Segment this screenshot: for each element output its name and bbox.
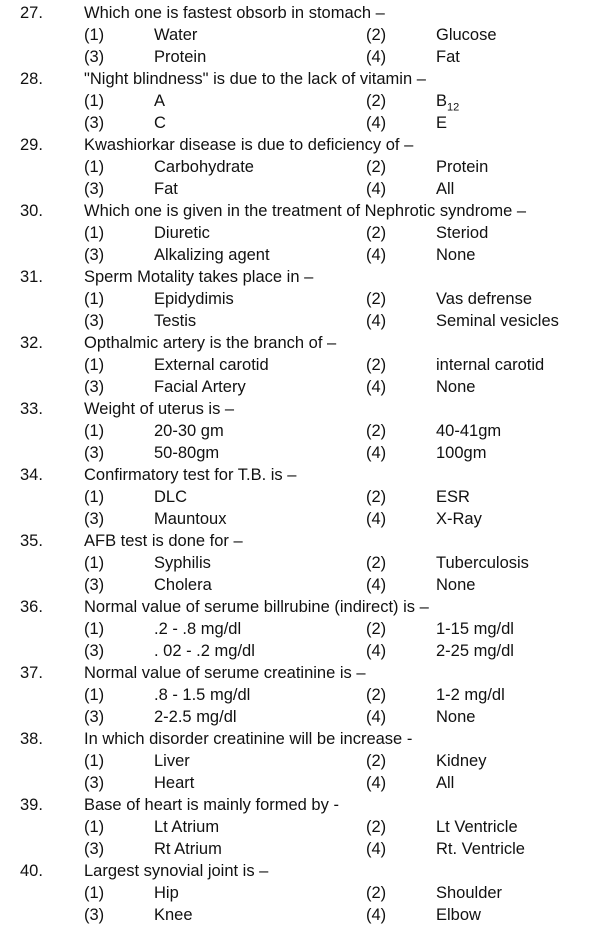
option-number: (4) bbox=[366, 48, 387, 66]
option-text bbox=[436, 574, 475, 596]
option-row bbox=[0, 618, 616, 640]
question-text: AFB test is done for – bbox=[84, 532, 243, 550]
option-label: X-Ray bbox=[436, 510, 482, 528]
question-5 bbox=[0, 332, 616, 398]
option-row bbox=[0, 838, 616, 860]
option-text bbox=[436, 684, 505, 706]
option-label: Heart bbox=[154, 774, 195, 792]
option-label: Protein bbox=[154, 48, 207, 66]
option-number: (2) bbox=[366, 554, 387, 572]
option-text bbox=[154, 838, 222, 860]
option-text bbox=[154, 156, 254, 178]
option-text bbox=[154, 420, 224, 442]
option-row bbox=[0, 904, 616, 926]
option-text bbox=[436, 376, 475, 398]
question-1 bbox=[0, 68, 616, 134]
option-number: (2) bbox=[366, 224, 387, 242]
option-text bbox=[436, 156, 488, 178]
question-number: 39. bbox=[20, 796, 43, 814]
option-text bbox=[436, 640, 514, 662]
option-number: (2) bbox=[366, 356, 387, 374]
question-10 bbox=[0, 662, 616, 728]
option-row bbox=[0, 112, 616, 134]
option-number: (1) bbox=[84, 158, 105, 176]
option-label: . 02 - .2 mg/dl bbox=[154, 642, 255, 660]
question-text: Base of heart is mainly formed by - bbox=[84, 796, 339, 814]
option-row bbox=[0, 574, 616, 596]
question-number: 32. bbox=[20, 334, 43, 352]
option-number: (3) bbox=[84, 708, 105, 726]
option-row bbox=[0, 354, 616, 376]
question-line bbox=[0, 200, 616, 222]
option-row bbox=[0, 178, 616, 200]
option-text bbox=[436, 442, 486, 464]
option-number: (3) bbox=[84, 180, 105, 198]
question-2 bbox=[0, 134, 616, 200]
option-number: (2) bbox=[366, 488, 387, 506]
option-text bbox=[436, 750, 486, 772]
option-number: (3) bbox=[84, 576, 105, 594]
option-label: Steriod bbox=[436, 224, 489, 242]
option-text bbox=[436, 838, 525, 860]
option-text bbox=[436, 618, 514, 640]
option-label: All bbox=[436, 774, 455, 792]
option-number: (2) bbox=[366, 620, 387, 638]
option-label: Hip bbox=[154, 884, 179, 902]
question-line bbox=[0, 530, 616, 552]
option-number: (1) bbox=[84, 422, 105, 440]
option-number: (4) bbox=[366, 708, 387, 726]
question-line bbox=[0, 464, 616, 486]
question-text: In which disorder creatinine will be increase - bbox=[84, 730, 413, 748]
question-4 bbox=[0, 266, 616, 332]
option-label: Rt Atrium bbox=[154, 840, 222, 858]
option-text bbox=[154, 310, 196, 332]
option-text bbox=[436, 288, 532, 310]
question-number: 35. bbox=[20, 532, 43, 550]
question-line bbox=[0, 68, 616, 90]
option-text bbox=[436, 904, 481, 926]
option-number: (1) bbox=[84, 818, 105, 836]
option-row bbox=[0, 24, 616, 46]
option-row bbox=[0, 244, 616, 266]
option-text bbox=[154, 706, 237, 728]
question-line bbox=[0, 2, 616, 24]
option-label: Lt Ventricle bbox=[436, 818, 518, 836]
option-label: Liver bbox=[154, 752, 190, 770]
option-label: internal carotid bbox=[436, 356, 545, 374]
option-number: (1) bbox=[84, 26, 105, 44]
option-number: (2) bbox=[366, 158, 387, 176]
question-list bbox=[0, 2, 616, 926]
option-number: (4) bbox=[366, 642, 387, 660]
option-number: (3) bbox=[84, 840, 105, 858]
option-number: (4) bbox=[366, 246, 387, 264]
option-label: Vas defrense bbox=[436, 290, 533, 308]
option-label: 50-80gm bbox=[154, 444, 220, 462]
option-label: Elbow bbox=[436, 906, 481, 924]
option-number: (1) bbox=[84, 554, 105, 572]
question-text: Sperm Motality takes place in – bbox=[84, 268, 314, 286]
option-text bbox=[154, 772, 194, 794]
option-number: (1) bbox=[84, 620, 105, 638]
question-number: 37. bbox=[20, 664, 43, 682]
option-label: Syphilis bbox=[154, 554, 211, 572]
question-number: 29. bbox=[20, 136, 43, 154]
option-label: Mauntoux bbox=[154, 510, 227, 528]
option-number: (4) bbox=[366, 774, 387, 792]
option-label: All bbox=[436, 180, 455, 198]
option-row bbox=[0, 46, 616, 68]
option-text bbox=[436, 420, 501, 442]
option-text bbox=[436, 46, 460, 68]
option-number: (3) bbox=[84, 510, 105, 528]
option-number: (3) bbox=[84, 312, 105, 330]
option-number: (2) bbox=[366, 92, 387, 110]
option-number: (4) bbox=[366, 444, 387, 462]
option-label: Water bbox=[154, 26, 198, 44]
option-number: (3) bbox=[84, 114, 105, 132]
option-label: Testis bbox=[154, 312, 197, 330]
option-label: B bbox=[436, 92, 448, 110]
option-number: (3) bbox=[84, 378, 105, 396]
option-row bbox=[0, 376, 616, 398]
option-row bbox=[0, 640, 616, 662]
option-subscript: 12 bbox=[447, 101, 460, 114]
question-number: 34. bbox=[20, 466, 43, 484]
option-number: (4) bbox=[366, 312, 387, 330]
question-text: Weight of uterus is – bbox=[84, 400, 235, 418]
question-line bbox=[0, 728, 616, 750]
option-number: (4) bbox=[366, 114, 387, 132]
option-row bbox=[0, 90, 616, 112]
option-number: (1) bbox=[84, 884, 105, 902]
question-number: 31. bbox=[20, 268, 43, 286]
option-text bbox=[436, 772, 454, 794]
option-row bbox=[0, 816, 616, 838]
option-label: Fat bbox=[436, 48, 460, 66]
question-8 bbox=[0, 530, 616, 596]
option-row bbox=[0, 508, 616, 530]
option-number: (1) bbox=[84, 686, 105, 704]
option-text bbox=[436, 816, 518, 838]
option-number: (2) bbox=[366, 686, 387, 704]
option-number: (4) bbox=[366, 840, 387, 858]
question-text: Which one is given in the treatment of Nephrotic syndrome – bbox=[84, 202, 527, 220]
option-text bbox=[154, 618, 241, 640]
question-number: 27. bbox=[20, 4, 43, 22]
option-text bbox=[154, 882, 179, 904]
question-number: 28. bbox=[20, 70, 43, 88]
option-number: (1) bbox=[84, 356, 105, 374]
option-number: (1) bbox=[84, 290, 105, 308]
option-number: (2) bbox=[366, 422, 387, 440]
option-number: (4) bbox=[366, 576, 387, 594]
option-row bbox=[0, 750, 616, 772]
option-text bbox=[436, 178, 454, 200]
question-text: "Night blindness" is due to the lack of vitamin – bbox=[84, 70, 426, 88]
option-row bbox=[0, 486, 616, 508]
option-row bbox=[0, 156, 616, 178]
option-text bbox=[436, 354, 544, 376]
option-text bbox=[436, 486, 470, 508]
option-text bbox=[154, 24, 197, 46]
option-number: (4) bbox=[366, 378, 387, 396]
option-row bbox=[0, 552, 616, 574]
option-label: 20-30 gm bbox=[154, 422, 224, 440]
option-label: E bbox=[436, 114, 448, 132]
option-text bbox=[154, 90, 165, 112]
option-label: Facial Artery bbox=[154, 378, 246, 396]
option-number: (2) bbox=[366, 818, 387, 836]
option-label: None bbox=[436, 246, 476, 264]
option-text bbox=[154, 486, 187, 508]
option-text bbox=[436, 508, 482, 530]
option-label: 40-41gm bbox=[436, 422, 502, 440]
option-text bbox=[154, 904, 193, 926]
question-number: 33. bbox=[20, 400, 43, 418]
option-label: 1-15 mg/dl bbox=[436, 620, 514, 638]
option-label: None bbox=[436, 576, 476, 594]
question-line bbox=[0, 134, 616, 156]
question-text: Kwashiorkar disease is due to deficiency of – bbox=[84, 136, 414, 154]
option-label: 2-2.5 mg/dl bbox=[154, 708, 237, 726]
option-text bbox=[154, 376, 246, 398]
option-number: (3) bbox=[84, 246, 105, 264]
question-line bbox=[0, 596, 616, 618]
option-text bbox=[154, 750, 190, 772]
option-label: Seminal vesicles bbox=[436, 312, 559, 330]
option-number: (3) bbox=[84, 48, 105, 66]
option-text bbox=[436, 244, 475, 266]
option-row bbox=[0, 420, 616, 442]
option-label: Rt. Ventricle bbox=[436, 840, 525, 858]
question-6 bbox=[0, 398, 616, 464]
option-label: None bbox=[436, 378, 476, 396]
option-text bbox=[154, 640, 255, 662]
option-number: (4) bbox=[366, 906, 387, 924]
option-text bbox=[154, 288, 234, 310]
option-text bbox=[154, 244, 270, 266]
question-number: 30. bbox=[20, 202, 43, 220]
option-text bbox=[154, 816, 219, 838]
option-row bbox=[0, 706, 616, 728]
question-text: Opthalmic artery is the branch of – bbox=[84, 334, 337, 352]
option-text bbox=[436, 112, 447, 134]
question-number: 38. bbox=[20, 730, 43, 748]
option-text bbox=[436, 552, 529, 574]
option-number: (3) bbox=[84, 906, 105, 924]
option-text bbox=[154, 354, 269, 376]
question-line bbox=[0, 332, 616, 354]
question-text: Normal value of serume billrubine (indirect) is – bbox=[84, 598, 429, 616]
option-text bbox=[436, 90, 459, 112]
option-number: (4) bbox=[366, 180, 387, 198]
option-label: Glucose bbox=[436, 26, 497, 44]
question-line bbox=[0, 266, 616, 288]
option-text bbox=[436, 222, 488, 244]
question-line bbox=[0, 860, 616, 882]
option-label: ESR bbox=[436, 488, 470, 506]
option-number: (2) bbox=[366, 752, 387, 770]
option-number: (4) bbox=[366, 510, 387, 528]
option-text bbox=[436, 24, 497, 46]
question-9 bbox=[0, 596, 616, 662]
option-row bbox=[0, 772, 616, 794]
option-label: Diuretic bbox=[154, 224, 210, 242]
option-label: Shoulder bbox=[436, 884, 503, 902]
option-text bbox=[154, 112, 166, 134]
question-3 bbox=[0, 200, 616, 266]
option-label: DLC bbox=[154, 488, 188, 506]
option-number: (3) bbox=[84, 774, 105, 792]
option-label: Alkalizing agent bbox=[154, 246, 270, 264]
option-text bbox=[154, 46, 206, 68]
question-13 bbox=[0, 860, 616, 926]
option-text bbox=[436, 310, 559, 332]
option-text bbox=[154, 552, 211, 574]
question-line bbox=[0, 794, 616, 816]
option-number: (1) bbox=[84, 488, 105, 506]
option-row bbox=[0, 684, 616, 706]
question-line bbox=[0, 398, 616, 420]
option-number: (2) bbox=[366, 884, 387, 902]
question-text: Largest synovial joint is – bbox=[84, 862, 269, 880]
option-label: 100gm bbox=[436, 444, 487, 462]
option-text bbox=[154, 178, 178, 200]
question-line bbox=[0, 662, 616, 684]
option-number: (1) bbox=[84, 752, 105, 770]
option-label: .2 - .8 mg/dl bbox=[154, 620, 242, 638]
option-row bbox=[0, 288, 616, 310]
option-number: (2) bbox=[366, 26, 387, 44]
option-row bbox=[0, 442, 616, 464]
option-label: C bbox=[154, 114, 166, 132]
option-label: Tuberculosis bbox=[436, 554, 529, 572]
option-number: (2) bbox=[366, 290, 387, 308]
option-label: Epidydimis bbox=[154, 290, 234, 308]
option-label: Carbohydrate bbox=[154, 158, 254, 176]
option-text bbox=[436, 706, 475, 728]
question-11 bbox=[0, 728, 616, 794]
option-label: External carotid bbox=[154, 356, 269, 374]
option-label: Cholera bbox=[154, 576, 212, 594]
option-number: (3) bbox=[84, 444, 105, 462]
option-label: None bbox=[436, 708, 476, 726]
question-number: 40. bbox=[20, 862, 43, 880]
option-label: Kidney bbox=[436, 752, 487, 770]
option-label: .8 - 1.5 mg/dl bbox=[154, 686, 251, 704]
option-text bbox=[154, 574, 212, 596]
option-label: 1-2 mg/dl bbox=[436, 686, 505, 704]
option-text bbox=[154, 508, 226, 530]
option-row bbox=[0, 310, 616, 332]
option-row bbox=[0, 882, 616, 904]
option-label: Protein bbox=[436, 158, 489, 176]
option-row bbox=[0, 222, 616, 244]
option-number: (3) bbox=[84, 642, 105, 660]
option-label: Fat bbox=[154, 180, 178, 198]
option-text bbox=[154, 442, 219, 464]
question-text: Confirmatory test for T.B. is – bbox=[84, 466, 297, 484]
option-number: (1) bbox=[84, 224, 105, 242]
question-number: 36. bbox=[20, 598, 43, 616]
option-text bbox=[154, 222, 210, 244]
option-label: 2-25 mg/dl bbox=[436, 642, 514, 660]
question-12 bbox=[0, 794, 616, 860]
question-7 bbox=[0, 464, 616, 530]
option-label: Lt Atrium bbox=[154, 818, 220, 836]
option-label: A bbox=[154, 92, 166, 110]
question-text: Normal value of serume creatinine is – bbox=[84, 664, 366, 682]
option-text bbox=[154, 684, 250, 706]
question-text: Which one is fastest obsorb in stomach – bbox=[84, 4, 385, 22]
option-text bbox=[436, 882, 502, 904]
option-number: (1) bbox=[84, 92, 105, 110]
question-0 bbox=[0, 2, 616, 68]
option-label: Knee bbox=[154, 906, 193, 924]
